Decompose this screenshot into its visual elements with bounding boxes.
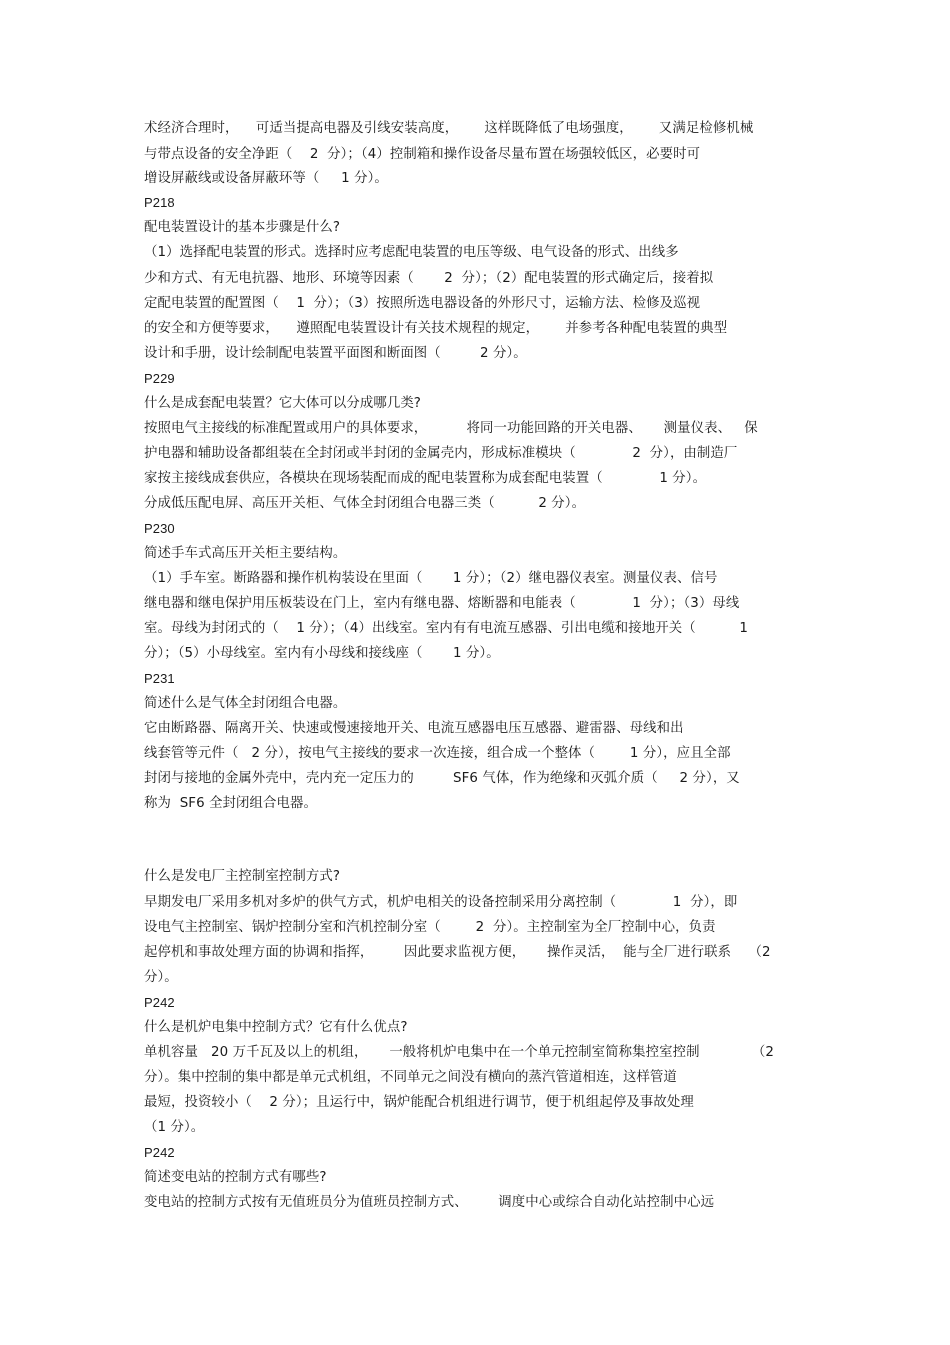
page-reference: P242 <box>144 995 175 1010</box>
text-line: 护电器和辅助设备都组装在全封闭或半封闭的金属壳内，形成标准模块（ 2 分），由制造厂 <box>144 446 738 461</box>
page-reference: P229 <box>144 371 175 386</box>
text-line: 单机容量 20 万千瓦及以上的机组， 一般将机炉电集中在一个单元控制室简称集控室控制 （2 <box>144 1045 774 1060</box>
text-line: 分）。集中控制的集中都是单元式机组，不同单元之间没有横向的蒸汽管道相连，这样管道 <box>144 1070 677 1085</box>
text-line: 按照电气主接线的标准配置或用户的具体要求， 将同一功能回路的开关电器、 测量仪表、 保 <box>144 421 758 436</box>
text-line: 什么是发电厂主控制室控制方式? <box>144 869 341 884</box>
text-line: 它由断路器、隔离开关、快速或慢速接地开关、电流互感器电压互感器、避雷器、母线和出 <box>144 721 684 736</box>
text-line: 室。母线为封闭式的（ 1 分）；（4）出线室。室内有有电流互感器、引出电缆和接地开关（ 1 <box>144 621 748 636</box>
text-line: 配电装置设计的基本步骤是什么? <box>144 220 341 235</box>
text-line: 的安全和方便等要求， 遵照配电装置设计有关技术规程的规定， 并参考各种配电装置的典型 <box>144 321 728 336</box>
text-line: （1 分）。 <box>144 1120 205 1135</box>
text-line: 分）；（5）小母线室。室内有小母线和接线座（ 1 分）。 <box>144 646 500 661</box>
text-line: 家按主接线成套供应，各模块在现场装配而成的配电装置称为成套配电装置（ 1 分）。 <box>144 471 707 486</box>
text-line: 变电站的控制方式按有无值班员分为值班员控制方式、 调度中心或综合自动化站控制中心远 <box>144 1195 715 1210</box>
text-line: （1）手车室。断路器和操作机构装设在里面（ 1 分）；（2）继电器仪表室。测量仪表、信号 <box>144 571 718 586</box>
text-line: 设计和手册，设计绘制配电装置平面图和断面图（ 2 分）。 <box>144 346 527 361</box>
text-line: 称为 SF6 全封闭组合电器。 <box>144 796 317 811</box>
text-line: 什么是成套配电装置？它大体可以分成哪几类? <box>144 396 422 411</box>
page-reference: P230 <box>144 521 175 536</box>
text-line: 增设屏蔽线或设备屏蔽环等（ 1 分）。 <box>144 171 388 186</box>
text-line: 简述变电站的控制方式有哪些? <box>144 1170 327 1185</box>
text-line: 分成低压配电屏、高压开关柜、气体全封闭组合电器三类（ 2 分）。 <box>144 496 586 511</box>
text-line: 分）。 <box>144 970 178 985</box>
text-line: 什么是机炉电集中控制方式？它有什么优点? <box>144 1020 408 1035</box>
text-line: 线套管等元件（ 2 分），按电气主接线的要求一次连接，组合成一个整体（ 1 分），应且全部 <box>144 746 731 761</box>
text-line: 设电气主控制室、锅炉控制分室和汽机控制分室（ 2 分）。主控制室为全厂控制中心，负责 <box>144 920 716 935</box>
text-line: 与带点设备的安全净距（ 2 分）；（4）控制箱和操作设备尽量布置在场强较低区，必要时可 <box>144 147 701 162</box>
text-line: 定配电装置的配置图（ 1 分）；（3）按照所选电器设备的外形尺寸，运输方法、检修及巡视 <box>144 296 701 311</box>
text-line: 少和方式、有无电抗器、地形、环境等因素（ 2 分）；（2）配电装置的形式确定后，接着拟 <box>144 271 714 286</box>
text-line: 起停机和事故处理方面的协调和指挥， 因此要求监视方便， 操作灵活， 能与全厂进行联系 （2 <box>144 945 771 960</box>
page-reference: P231 <box>144 671 175 686</box>
text-line: 术经济合理时， 可适当提高电器及引线安装高度， 这样既降低了电场强度， 又满足检修机械 <box>144 121 754 136</box>
text-line: 早期发电厂采用多机对多炉的供气方式，机炉电相关的设备控制采用分离控制（ 1 分），即 <box>144 895 738 910</box>
text-line: （1）选择配电装置的形式。选择时应考虑配电装置的电压等级、电气设备的形式、出线多 <box>144 245 679 260</box>
page-reference: P242 <box>144 1145 175 1160</box>
text-line: 最短，投资较小（ 2 分）；且运行中，锅炉能配合机组进行调节，便于机组起停及事故处理 <box>144 1095 694 1110</box>
text-line: 继电器和继电保护用压板装设在门上，室内有继电器、熔断器和电能表（ 1 分）；（3）母线 <box>144 596 740 611</box>
page-reference: P218 <box>144 195 175 210</box>
text-line: 封闭与接地的金属外壳中，壳内充一定压力的 SF6 气体，作为绝缘和灭弧介质（ 2 分），又 <box>144 771 740 786</box>
text-line: 简述什么是气体全封闭组合电器。 <box>144 696 347 711</box>
text-line: 简述手车式高压开关柜主要结构。 <box>144 546 347 561</box>
